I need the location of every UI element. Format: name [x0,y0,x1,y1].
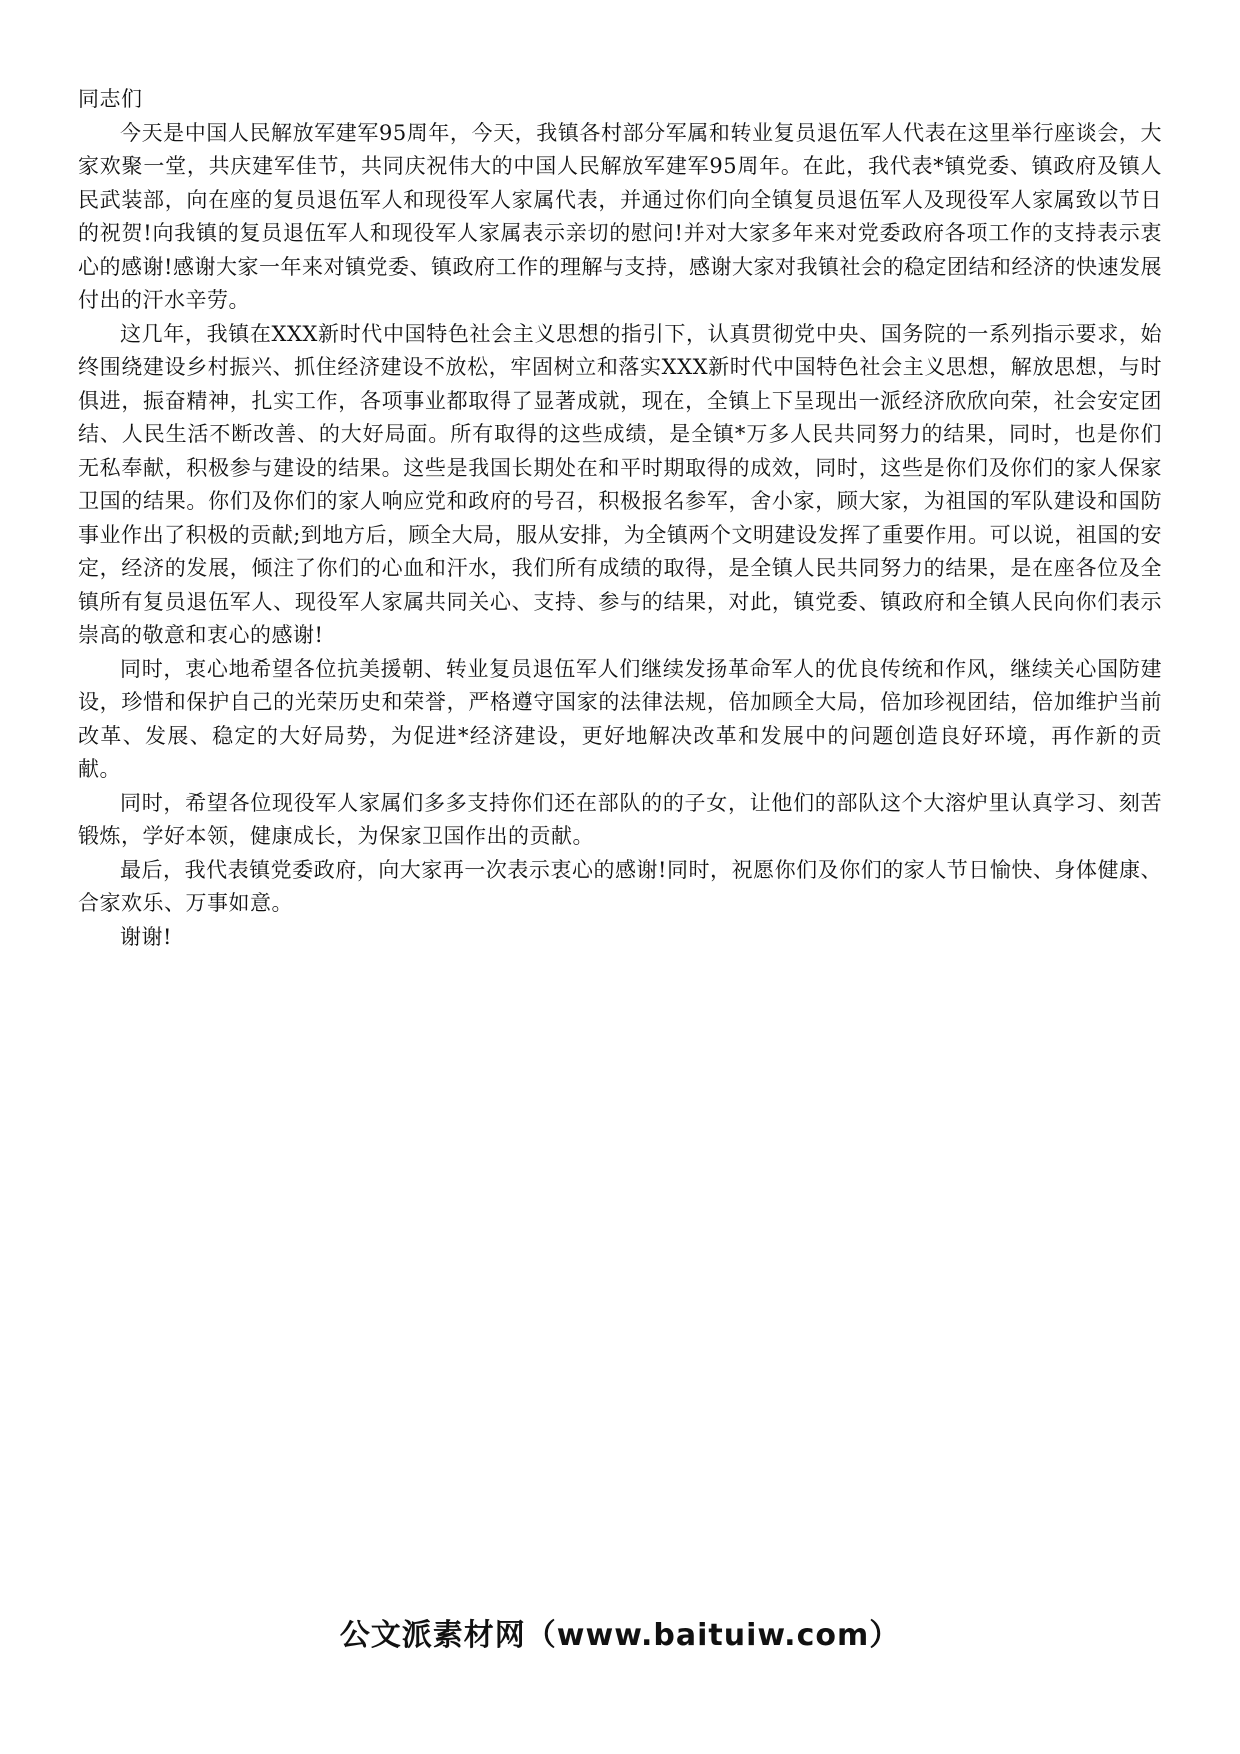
closing-thanks: 谢谢! [120,924,172,949]
paragraph-5: 最后，我代表镇党委政府，向大家再一次表示衷心的感谢!同时，祝愿你们及你们的家人节日愉快、身体健康、合家欢乐、万事如意。 [78,857,1162,915]
paragraph-2: 这几年，我镇在XXX新时代中国特色社会主义思想的指引下，认真贯彻党中央、国务院的一系列指示要求，始终围绕建设乡村振兴、抓住经济建设不放松，牢固树立和落实XXX新时代中国特色社会主义思想，解放思想，与时俱进，振奋精神，扎实工作，各项事业都取得了显著成就，现在，全镇上下呈现出一派经济欣欣向荣，社会安定团结、人民生活不断改善、的大好局面。所有取得的这些成绩，是全镇*万多人民共同努力的结果，同时，也是你们无私奉献，积极参与建设的结果。这些是我国长期处在和平时期取得的成效，同时，这些是你们及你们的家人保家卫国的结果。你们及你们的家人响应党和政府的号召，积极报名参军，舍小家，顾大家，为祖国的军队建设和国防事业作出了积极的贡献;到地方后，顾全大局，服从安排，为全镇两个文明建设发挥了重要作用。可以说，祖国的安定，经济的发展，倾注了你们的心血和汗水，我们所有成绩的取得，是全镇人民共同努力的结果，是在座各位及全镇所有复员退伍军人、现役军人家属共同关心、支持、参与的结果，对此，镇党委、镇政府和全镇人民向你们表示崇高的敬意和衷心的感谢! [78,321,1162,647]
paragraph-4: 同时，希望各位现役军人家属们多多支持你们还在部队的的子女，让他们的部队这个大溶炉里认真学习、刻苦锻炼，学好本领，健康成长，为保家卫国作出的贡献。 [78,790,1162,848]
footer-watermark: 公文派素材网（www.baituiw.com） [339,1618,901,1653]
paragraph-3: 同时，衷心地希望各位抗美援朝、转业复员退伍军人们继续发扬革命军人的优良传统和作风，继续关心国防建设，珍惜和保护自己的光荣历史和荣誉，严格遵守国家的法律法规，倍加顾全大局，倍加珍视团结，倍加维护当前改革、发展、稳定的大好局势，为促进*经济建设，更好地解决改革和发展中的问题创造良好环境，再作新的贡献。 [78,656,1162,781]
paragraph-1: 今天是中国人民解放军建军95周年，今天，我镇各村部分军属和转业复员退伍军人代表在这里举行座谈会，大家欢聚一堂，共庆建军佳节，共同庆祝伟大的中国人民解放军建军95周年。在此，我代表*镇党委、镇政府及镇人民武装部，向在座的复员退伍军人和现役军人家属代表，并通过你们向全镇复员退伍军人及现役军人家属致以节日的祝贺!向我镇的复员退伍军人和现役军人家属表示亲切的慰问!并对大家多年来对党委政府各项工作的支持表示衷心的感谢!感谢大家一年来对镇党委、镇政府工作的理解与支持，感谢大家对我镇社会的稳定团结和经济的快速发展付出的汗水辛劳。 [78,120,1162,312]
salutation: 同志们 [78,87,143,111]
document-body [78,83,1162,954]
